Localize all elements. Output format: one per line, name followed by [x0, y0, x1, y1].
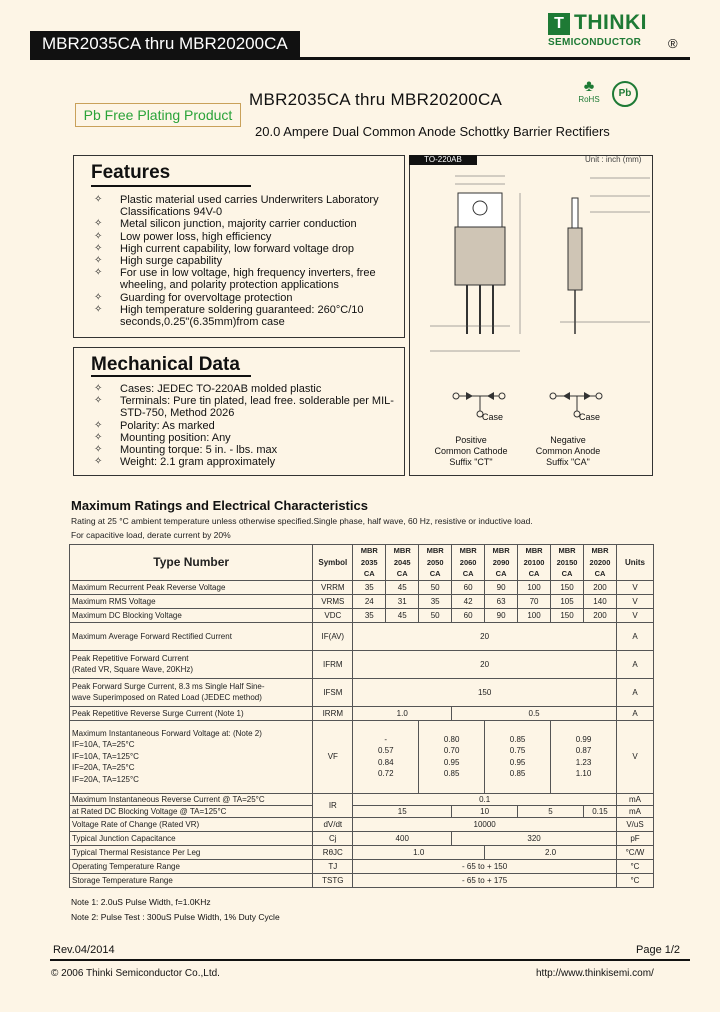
part-header: MBR 2035 CA [353, 545, 386, 581]
table-row: Storage Temperature Range TSTG - 65 to + 175 °C [70, 873, 654, 887]
bullet-icon: ✧ [94, 456, 103, 468]
table-row: Operating Temperature Range TJ - 65 to + 150 °C [70, 859, 654, 873]
footnote: Note 1: 2.0uS Pulse Width, f=1.0KHz [71, 897, 211, 907]
package-outline-drawing [410, 156, 654, 477]
thinki-logo-mark: T [548, 13, 570, 35]
website-link[interactable]: http://www.thinkisemi.com/ [536, 968, 654, 979]
list-item: ✧ Mounting torque: 5 in. - lbs. max [94, 444, 278, 457]
bullet-icon: ✧ [94, 230, 103, 242]
table-row: Typical Junction Capacitance Cj 400 320 pF [70, 831, 654, 845]
bullet-icon: ✧ [94, 383, 103, 394]
list-item: ✧ Mounting position: Any [94, 431, 231, 444]
list-item: ✧ High temperature soldering guaranteed: 260°C/10 seconds,0.25"(6.35mm)from case [94, 303, 364, 329]
thinki-logo-sub: SEMICONDUCTOR [548, 37, 642, 48]
positive-polarity-caption: Positive Common Cathode Suffix "CT" [434, 435, 508, 467]
mechanical-title-rule [91, 375, 251, 377]
table-row: Maximum Instantaneous Forward Voltage at: (Note 2) IF=10A, TA=25°C IF=10A, TA=125°C IF=20A, TA=25°C IF=20A, TA=125°C VF - 0.57 0.84 0.72 0.80 0.70 0.95 0.85 0.85 0.75 0.95 0.85 0.99 0.87 1.23 1.10 V [70, 720, 654, 793]
features-list [94, 194, 394, 328]
table-row: Maximum Instantaneous Reverse Current @ TA=25°C IR 0.1 mA [70, 793, 654, 805]
table-row: Maximum Recurrent Peak Reverse Voltage VRRM 35 45 50 60 90 100 150 200 V [70, 580, 654, 594]
thinki-logo-name: THINKI [574, 11, 647, 34]
table-row: Voltage Rate of Change (Rated VR) dV/dt 10000 V/uS [70, 817, 654, 831]
list-item: ✧ Metal silicon junction, majority carrier conduction [94, 218, 357, 231]
part-title: MBR2035CA thru MBR20200CA [249, 90, 503, 109]
list-item: ✧ Cases: JEDEC TO-220AB molded plastic [94, 383, 322, 395]
bullet-icon: ✧ [94, 291, 103, 303]
rohs-label: RoHS [578, 95, 600, 104]
bullet-icon: ✧ [94, 431, 103, 443]
negative-polarity-caption: Negative Common Anode Suffix "CA" [535, 435, 601, 467]
pb-free-logo: Pb [612, 81, 638, 107]
list-item: ✧ Polarity: As marked [94, 419, 215, 432]
table-row: Maximum RMS Voltage VRMS 24 31 35 42 63 70 105 140 V [70, 594, 654, 608]
copyright: © 2006 Thinki Semiconductor Co.,Ltd. [51, 968, 220, 979]
part-header: MBR 20150 CA [551, 545, 584, 581]
part-header: MBR 2045 CA [386, 545, 419, 581]
mechanical-title: Mechanical Data [91, 354, 240, 375]
table-row: Maximum Average Forward Rectified Current IF(AV) 20 A [70, 622, 654, 650]
table-row: at Rated DC Blocking Voltage @ TA=125°C 15 10 5 0.15 mA [70, 805, 654, 817]
list-item: ✧ Low power loss, high efficiency [94, 230, 272, 243]
table-row: Peak Repetitive Reverse Surge Current (Note 1) IRRM 1.0 0.5 A [70, 706, 654, 720]
package-label: TO-220AB [409, 155, 477, 165]
part-header: MBR 2050 CA [419, 545, 452, 581]
ratings-table [69, 544, 654, 888]
table-row: Peak Forward Surge Current, 8.3 ms Single Half Sine- wave Superimposed on Rated Load (JEDEC method) IFSM 150 A [70, 678, 654, 706]
case-label: Case [482, 412, 504, 422]
features-section [73, 155, 405, 338]
units-header: Units [616, 545, 653, 581]
list-item: ✧ Guarding for overvoltage protection [94, 291, 293, 304]
bullet-icon: ✧ [94, 242, 103, 254]
page-number: Page 1/2 [636, 944, 681, 956]
list-item: ✧ Terminals: Pure tin plated, lead free. solderable per MIL-STD-750, Method 2026 [94, 395, 394, 420]
part-header: MBR 20200 CA [584, 545, 617, 581]
features-title-rule [91, 185, 251, 187]
revision-label: Rev.04/2014 [53, 944, 115, 956]
list-item: ✧ For use in low voltage, high frequency inverters, free wheeling, and polarity protection applications [94, 267, 376, 292]
footnote: Note 2: Pulse Test : 300uS Pulse Width, 1% Duty Cycle [71, 912, 280, 922]
ratings-note: For capacitive load, derate current by 20% [71, 530, 231, 540]
table-row: Peak Repetitive Forward Current (Rated VR, Square Wave, 20KHz) IFRM 20 A [70, 650, 654, 678]
bullet-icon: ✧ [94, 419, 103, 431]
part-header: MBR 2060 CA [452, 545, 485, 581]
footer-rule [50, 959, 690, 961]
features-title: Features [91, 162, 171, 183]
bullet-icon: ✧ [94, 267, 103, 279]
table-header-row [70, 545, 654, 581]
list-item: ✧ Plastic material used carries Underwriters Laboratory Classifications 94V-0 [94, 194, 379, 219]
document-title: MBR2035CA thru MBR20200CA [30, 31, 300, 57]
list-item: ✧ High surge capability [94, 255, 223, 268]
package-drawing-box [409, 155, 653, 476]
table-row: Typical Thermal Resistance Per Leg RθJC 1.0 2.0 °C/W [70, 845, 654, 859]
unit-label: Unit : inch (mm) [585, 155, 642, 164]
bullet-icon: ✧ [94, 444, 103, 456]
bullet-icon: ✧ [94, 395, 103, 407]
case-label: Case [579, 412, 601, 422]
rohs-logo [572, 79, 606, 107]
bullet-icon: ✧ [94, 255, 103, 267]
ratings-note: Rating at 25 °C ambient temperature unless otherwise specified.Single phase, half wave, 60 Hz, resistive or inductive load. [71, 516, 533, 526]
list-item: ✧ High current capability, low forward voltage drop [94, 242, 354, 255]
table-row: Maximum DC Blocking Voltage VDC 35 45 50 60 90 100 150 200 V [70, 608, 654, 622]
ratings-title: Maximum Ratings and Electrical Characteristics [71, 498, 368, 513]
leaf-icon: ♣ [583, 78, 595, 95]
bullet-icon: ✧ [94, 194, 103, 205]
registered-mark: ® [668, 36, 678, 51]
product-subtitle: 20.0 Ampere Dual Common Anode Schottky Barrier Rectifiers [255, 124, 610, 139]
mechanical-list [94, 383, 394, 468]
bullet-icon: ✧ [94, 218, 103, 230]
bullet-icon: ✧ [94, 303, 103, 315]
list-item: ✧ Weight: 2.1 gram approximately [94, 456, 276, 469]
type-number-header: Type Number [70, 545, 313, 581]
part-header: MBR 20100 CA [518, 545, 551, 581]
header-rule [30, 57, 690, 60]
part-header: MBR 2090 CA [485, 545, 518, 581]
pb-free-badge: Pb Free Plating Product [75, 103, 241, 127]
mechanical-data-section [73, 347, 405, 476]
symbol-header: Symbol [313, 545, 353, 581]
